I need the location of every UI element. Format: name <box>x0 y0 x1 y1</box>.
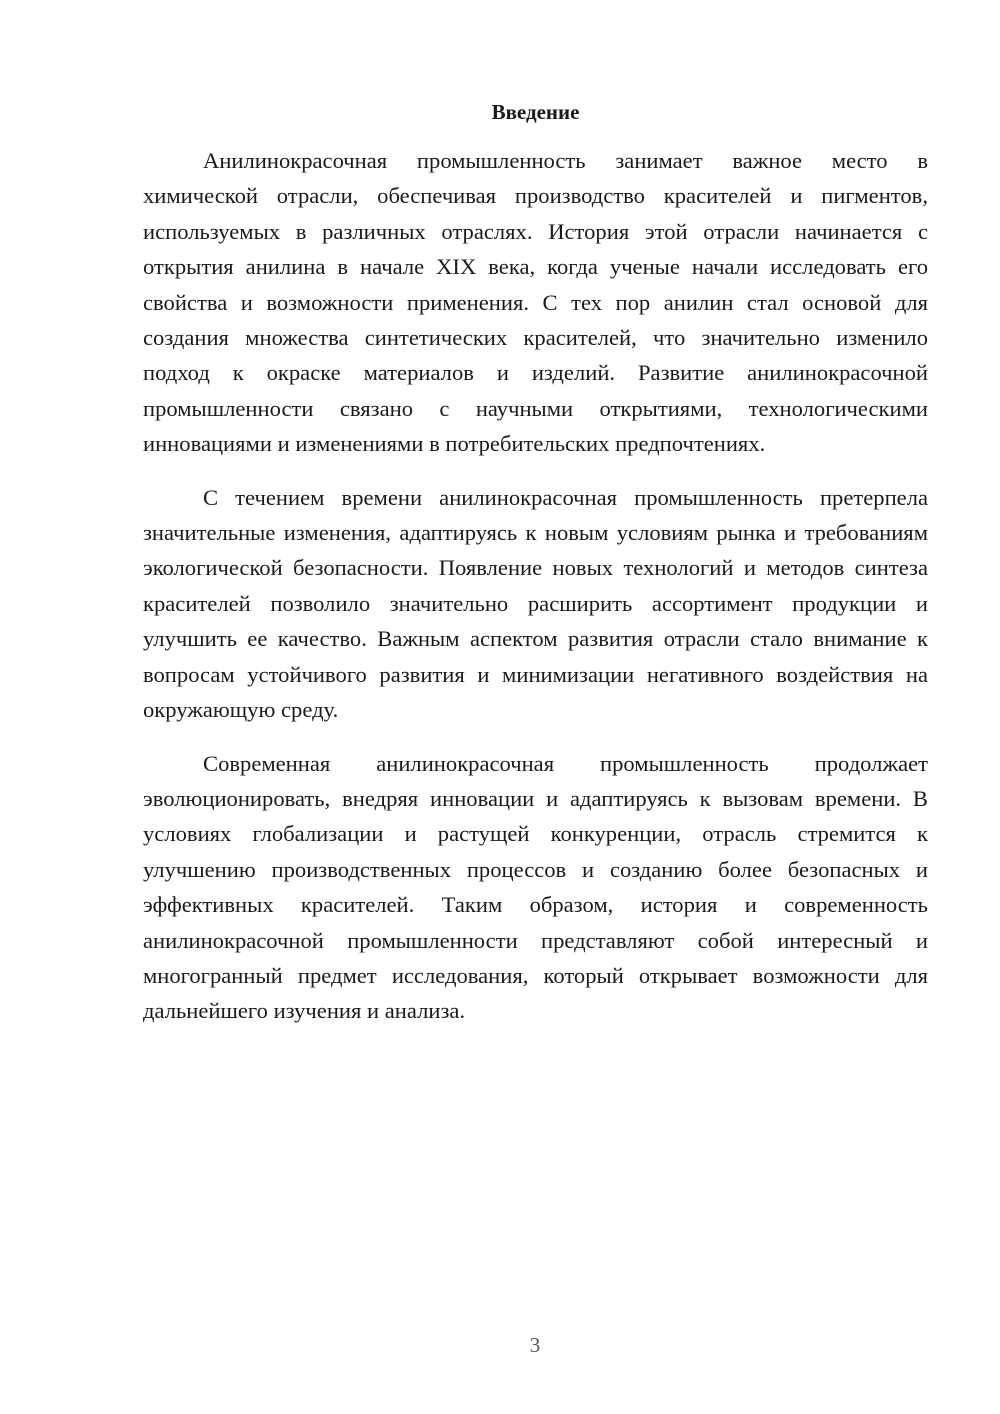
paragraph-3: Современная анилинокрасочная промышленность продолжает эволюционировать, внедряя инновации и адаптируясь к вызовам времени. В условиях глобализации и растущей конкуренции, отрасль стремится к улучшению производственных процессов и созданию более безопасных и эффективных красителей. Таким образом, история и современность анилинокрасочной промышленности представляют собой интересный и многогранный предмет исследования, который открывает возможности для дальнейшего изучения и анализа. <box>143 750 928 1024</box>
section-title: Введение <box>491 100 580 124</box>
paragraph-2: С течением времени анилинокрасочная промышленность претерпела значительные изменения, адаптируясь к новым условиям рынка и требованиям экологической безопасности. Появление новых технологий и методов синтеза красителей позволило значительно расширить ассортимент продукции и улучшить ее качество. Важным аспектом развития отрасли стало внимание к вопросам устойчивого развития и минимизации негативного воздействия на окружающую среду. <box>143 484 928 723</box>
body-text <box>143 143 928 1047</box>
paragraph-1: Анилинокрасочная промышленность занимает важное место в химической отрасли, обеспечивая производство красителей и пигментов, используемых в различных отраслях. История этой отрасли начинается с открытия анилина в начале XIX века, когда ученые начали исследовать его свойства и возможности применения. С тех пор анилин стал основой для создания множества синтетических красителей, что значительно изменило подход к окраске материалов и изделий. Развитие анилинокрасочной промышленности связано с научными открытиями, технологическими инновациями и изменениями в потребительских предпочтениях. <box>143 148 928 457</box>
page-number: 3 <box>529 1333 541 1357</box>
